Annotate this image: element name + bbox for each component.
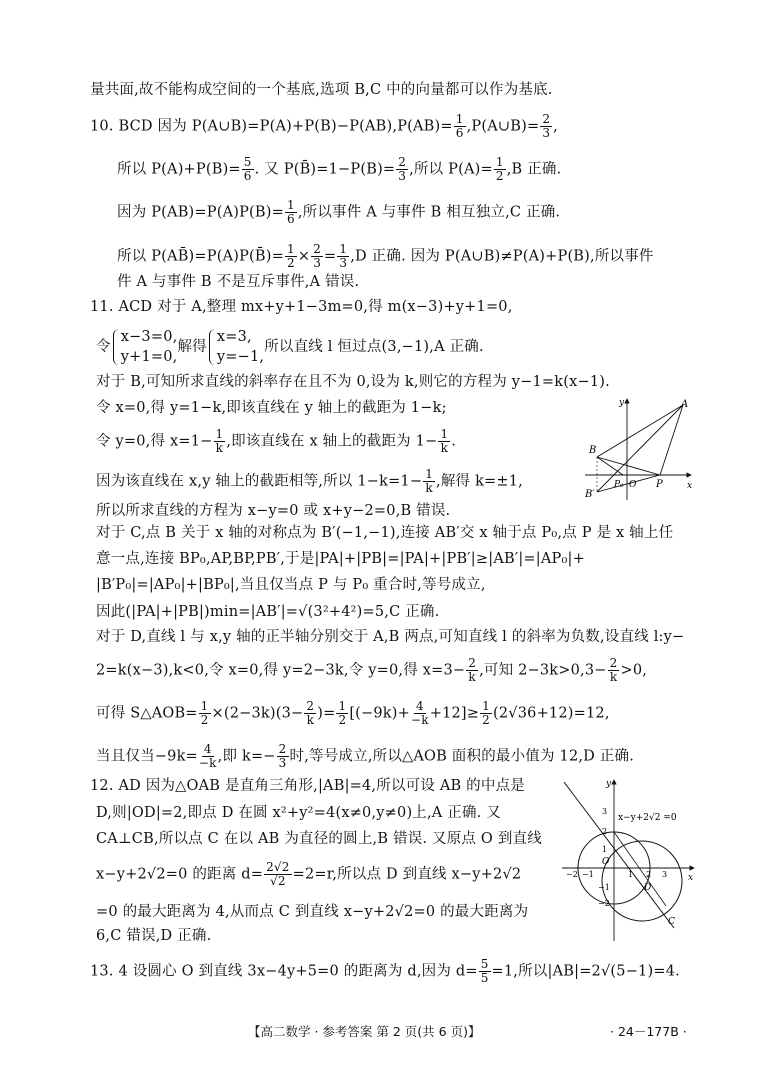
- fraction: $\frac{1}{k}$: [215, 427, 224, 455]
- segment-a-bp: [597, 405, 683, 492]
- label-x: x: [688, 873, 694, 883]
- tick-y-m2: −2: [598, 899, 610, 908]
- q12-line-3: CA⊥CB,所以点 C 在以 AB 为直径的圆上,B 错误. 又原点 O 到直线: [96, 831, 542, 847]
- fraction: $\frac{1}{2}$: [495, 155, 504, 183]
- text-line: 量共面,故不能构成空间的一个基底,选项 B,C 中的向量都可以作为基底.: [90, 82, 553, 98]
- q10-text: 10. BCD 因为 P(A∪B)=P(A)+P(B)−P(AB),P(AB)=: [90, 118, 453, 135]
- q11-line-1: 11. ACD 对于 A,整理 mx+y+1−3m=0,得 m(x−3)+y+1=0,: [90, 299, 513, 315]
- tick-x-m2: −2: [566, 870, 578, 879]
- fraction: $\frac{2}{3}$: [542, 112, 551, 140]
- fraction: $\frac{1}{3}$: [339, 242, 348, 270]
- q11-line-2: 令 x−3=0, y+1=0, 解得 x=3, y=−1, 所以直线 l 恒过点(3,−1),A 正确.: [96, 329, 484, 365]
- q11-line-12: 对于 D,直线 l 与 x,y 轴的正半轴分别交于 A,B 两点,可知直线 l 的斜率为负数,设直线 l:y−: [96, 629, 685, 645]
- footer-right: · 24－177B ·: [610, 1024, 687, 1039]
- tick-x-3: 3: [662, 870, 668, 879]
- tick-y-1: 1: [602, 845, 608, 854]
- label-b: B: [589, 445, 597, 456]
- q12-line-6: 6,C 错误,D 正确.: [96, 928, 212, 944]
- segment-b-p0: [597, 457, 623, 475]
- fraction: $\frac{2√2}{√2}$: [266, 860, 290, 888]
- q11-line-8: 对于 C,点 B 关于 x 轴的对称点为 B′(−1,−1),连接 AB′交 x 轴于点 P₀,点 P 是 x 轴上任: [96, 525, 674, 541]
- tick-y-2: 2: [602, 827, 608, 836]
- q11-line-13: 2=k(x−3),k<0,令 x=0,得 y=2−3k,令 y=0,得 x=3− $\frac{2}{k}$ ,可知 2−3k>0,3− $\frac{2}{k}$ >0,: [96, 656, 648, 684]
- fraction: $\frac{1}{2}$: [338, 699, 347, 727]
- q10-line-5: 件 A 与事件 B 不是互斥事件,A 错误.: [117, 274, 360, 290]
- segment-a-b: [597, 405, 683, 457]
- equation-system: x−3=0, y+1=0,: [111, 327, 178, 367]
- q10-line-3: 因为 P(AB)=P(A)P(B)= $\frac{1}{6}$ ,所以事件 A 与事件 B 相互独立,C 正确.: [117, 198, 561, 226]
- fraction: $\frac{2}{k}$: [468, 656, 477, 684]
- tick-y-3: 3: [602, 807, 608, 816]
- fraction: $\frac{1}{6}$: [286, 198, 295, 226]
- q10-line-4: 所以 P(AB̄)=P(A)P(B̄)= $\frac{1}{2}$ × $\frac{2}{3}$ = $\frac{1}{3}$ ,D 正确. 因为 P(A∪B)≠P(A)+P(B),所以事件: [117, 242, 654, 270]
- q10-line-2: 所以 P(A)+P(B)= $\frac{5}{6}$ . 又 P(B̄)=1−P(B)= $\frac{2}{3}$ ,所以 P(A)= $\frac{1}{2}$ ,B 正确.: [117, 155, 562, 183]
- label-line: x−y+2√2 =0: [618, 813, 677, 823]
- fraction: $\frac{1}{k}$: [425, 467, 434, 495]
- q10-line-1: 10. BCD 因为 P(A∪B)=P(A)+P(B)−P(AB),P(AB)= $\frac{1}{6}$ ,P(A∪B)= $\frac{2}{3}$ ,: [90, 112, 558, 140]
- fraction: $\frac{1}{6}$: [455, 112, 464, 140]
- fraction: $\frac{4}{-k}$: [198, 742, 217, 770]
- q11-line-14: 可得 S△AOB= $\frac{1}{2}$ ×(2−3k)(3− $\frac{2}{k}$ )= $\frac{1}{2}$ [(−9k)+ $\frac{4}{-k}$ +12]≥ $\frac{1}{2}$ (2√36+12)=12,: [96, 699, 610, 727]
- q11-line-7: 所以所求直线的方程为 x−y=0 或 x+y−2=0,B 错误.: [96, 503, 451, 519]
- fraction: $\frac{1}{k}$: [440, 427, 449, 455]
- tick-y-m1: −1: [598, 883, 610, 892]
- label-c: C: [668, 917, 675, 927]
- figure-2-diagram: [562, 776, 702, 946]
- fraction: $\frac{5}{6}$: [243, 155, 252, 183]
- equation-system: x=3, y=−1,: [207, 327, 264, 367]
- label-a: A: [681, 399, 689, 410]
- fraction: $\frac{2}{k}$: [306, 699, 315, 727]
- tick-x-m1: −1: [582, 870, 594, 879]
- fraction: $\frac{5}{5}$: [480, 957, 489, 985]
- segment-a-p: [660, 405, 683, 475]
- q11-line-11: 因此(|PA|+|PB|)min=|AB′|=√(3²+4²)=5,C 正确.: [96, 604, 440, 620]
- label-o: O: [629, 480, 637, 490]
- label-o: O: [602, 857, 610, 867]
- q12-line-4: x−y+2√2=0 的距离 d= $\frac{2√2}{√2}$ =2=r,所以点 D 到直线 x−y+2√2: [96, 860, 522, 888]
- label-bp: B′: [585, 489, 595, 500]
- fraction: $\frac{2}{k}$: [609, 656, 618, 684]
- label-y: y: [619, 398, 625, 408]
- tick-x-1: 1: [628, 870, 634, 879]
- footer-center: 【高二数学 · 参考答案 第 2 页(共 6 页)】: [248, 1024, 481, 1039]
- label-p: P: [656, 479, 663, 490]
- label-y: y: [606, 779, 612, 789]
- q11-line-10: |B′P₀|=|AP₀|+|BP₀|,当且仅当点 P 与 P₀ 重合时,等号成立,: [96, 577, 486, 593]
- q11-line-6: 因为该直线在 x,y 轴上的截距相等,所以 1−k=1− $\frac{1}{k}$ ,解得 k=±1,: [96, 467, 523, 495]
- q11-line-3: 对于 B,可知所求直线的斜率存在且不为 0,设为 k,则它的方程为 y−1=k(x−1).: [96, 374, 610, 390]
- q13-line-1: 13. 4 设圆心 O 到直线 3x−4y+5=0 的距离为 d,因为 d= $\frac{5}{5}$ =1,所以|AB|=2√(5−1)=4.: [90, 957, 680, 985]
- q11-line-9: 意一点,连接 BP₀,AP,BP,PB′,于是|PA|+|PB|=|PA|+|PB′|≥|AB′|=|AP₀|+: [96, 551, 585, 567]
- q11-line-15: 当且仅当−9k= $\frac{4}{-k}$ ,即 k=− $\frac{2}{3}$ 时,等号成立,所以△AOB 面积的最小值为 12,D 正确.: [96, 742, 635, 770]
- q12-line-2: D,则|OD|=2,即点 D 在圆 x²+y²=4(x≠0,y≠0)上,A 正确. 又: [96, 805, 502, 821]
- fraction: $\frac{2}{3}$: [398, 155, 407, 183]
- q11-line-4: 令 x=0,得 y=1−k,即该直线在 y 轴上的截距为 1−k;: [96, 400, 447, 416]
- fraction: $\frac{4}{-k}$: [411, 699, 429, 727]
- fraction: $\frac{2}{3}$: [313, 242, 322, 270]
- q12-line-5: =0 的最大距离为 4,从而点 C 到直线 x−y+2√2=0 的最大距离为: [96, 904, 529, 920]
- label-p0: P₀: [614, 480, 624, 490]
- figure-1-diagram: [585, 395, 695, 505]
- fraction: $\frac{1}{2}$: [286, 242, 295, 270]
- label-d: D: [644, 883, 652, 893]
- tick-x-2: 2: [646, 870, 652, 879]
- q11-line-5: 令 y=0,得 x=1− $\frac{1}{k}$ ,即该直线在 x 轴上的截距为 1− $\frac{1}{k}$ .: [96, 427, 457, 455]
- label-x: x: [687, 481, 693, 491]
- q12-line-1: 12. AD 因为△OAB 是直角三角形,|AB|=4,所以可设 AB 的中点是: [90, 778, 525, 794]
- fraction: $\frac{1}{2}$: [482, 699, 490, 727]
- fraction: $\frac{1}{2}$: [200, 699, 209, 727]
- fraction: $\frac{2}{3}$: [278, 742, 287, 770]
